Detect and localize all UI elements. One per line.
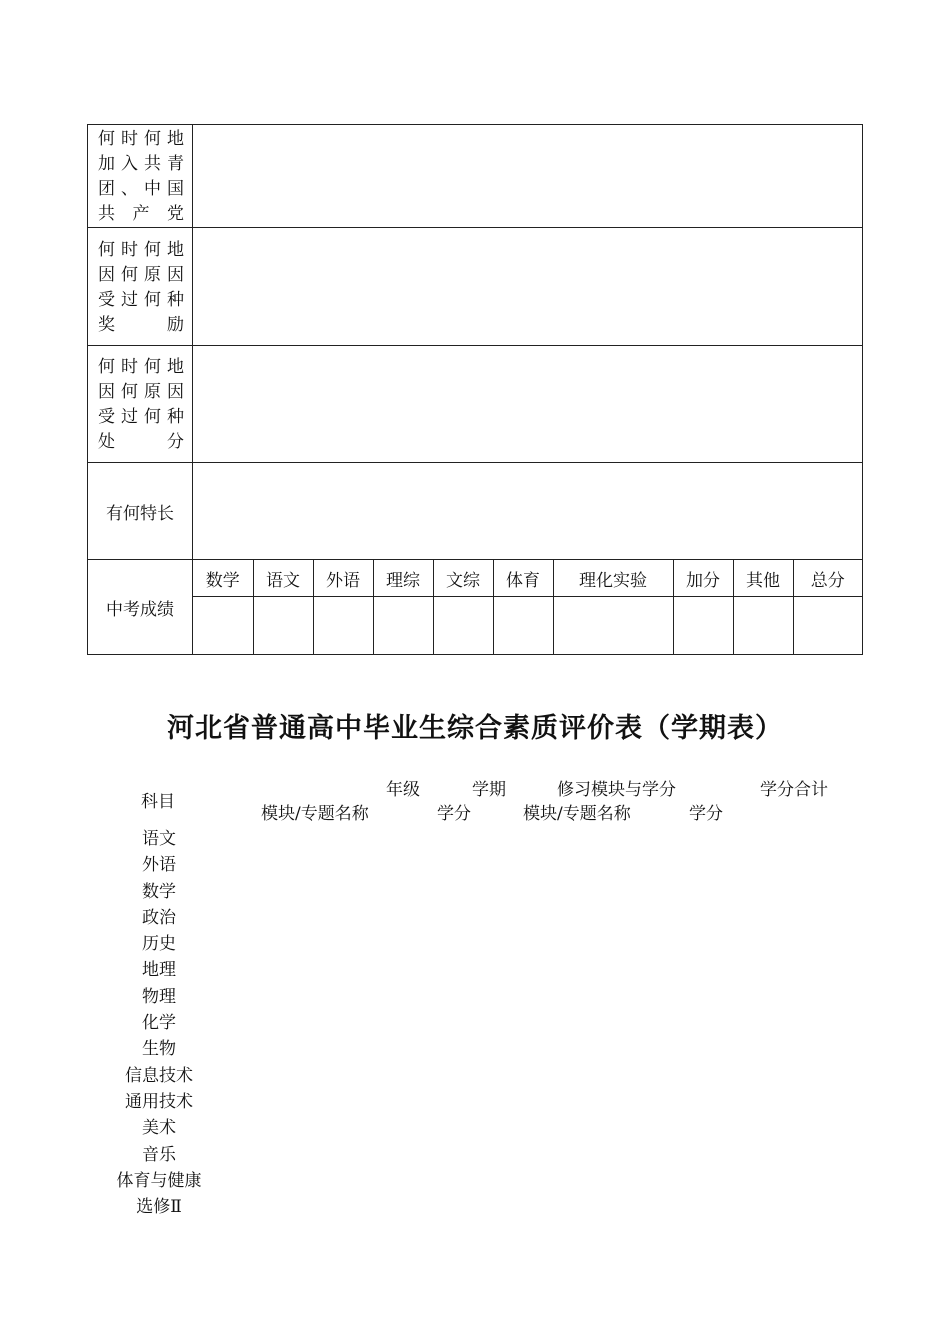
subject-item: 地理 xyxy=(142,960,176,981)
subject-item: 化学 xyxy=(142,1013,176,1034)
exam-scores-table xyxy=(193,560,862,654)
header-modules-credits: 修习模块与学分 xyxy=(557,780,676,800)
exam-col-lab: 理化实验 xyxy=(553,560,673,597)
specialty-label: 有何特长 xyxy=(88,463,193,560)
subject-item: 政治 xyxy=(142,907,176,928)
punishments-label: 何时何地 因何原因 受过何种 处 分 xyxy=(98,357,184,452)
exam-col-other: 其他 xyxy=(733,560,793,597)
subject-item: 外语 xyxy=(142,855,176,876)
exam-val-pe[interactable] xyxy=(493,597,553,655)
exam-val-humanities[interactable] xyxy=(433,597,493,655)
cyl-join-value[interactable] xyxy=(193,125,863,228)
subject-item: 通用技术 xyxy=(125,1091,193,1112)
exam-col-math: 数学 xyxy=(193,560,253,597)
exam-val-bonus[interactable] xyxy=(673,597,733,655)
cyl-join-label-cell xyxy=(88,125,193,228)
awards-label-cell xyxy=(88,228,193,346)
exam-val-chinese[interactable] xyxy=(253,597,313,655)
exam-col-pe: 体育 xyxy=(493,560,553,597)
header-grade: 年级 xyxy=(386,780,420,800)
header-credit-total: 学分合计 xyxy=(760,780,828,800)
subject-item: 物理 xyxy=(142,986,176,1007)
exam-val-foreign-language[interactable] xyxy=(313,597,373,655)
subject-item: 体育与健康 xyxy=(116,1170,202,1191)
specialty-value[interactable] xyxy=(193,463,863,560)
subject-item: 美术 xyxy=(142,1118,176,1139)
exam-val-total[interactable] xyxy=(793,597,862,655)
subject-item: 历史 xyxy=(142,934,176,955)
exam-val-other[interactable] xyxy=(733,597,793,655)
header-credit-2: 学分 xyxy=(689,804,723,824)
exam-col-science: 理综 xyxy=(373,560,433,597)
subject-item: 数学 xyxy=(142,881,176,902)
student-info-table xyxy=(87,124,863,655)
header-module-name-2: 模块/专题名称 xyxy=(523,804,631,824)
header-module-name-1: 模块/专题名称 xyxy=(261,804,369,824)
exam-val-lab[interactable] xyxy=(553,597,673,655)
exam-col-chinese: 语文 xyxy=(253,560,313,597)
subject-item: 音乐 xyxy=(142,1144,176,1165)
subject-item: 选修Ⅱ xyxy=(136,1197,182,1218)
subject-list xyxy=(100,826,218,1220)
exam-col-humanities: 文综 xyxy=(433,560,493,597)
header-subject: 科目 xyxy=(141,792,175,812)
subject-item: 语文 xyxy=(142,829,176,849)
header-term: 学期 xyxy=(472,780,506,800)
punishments-value[interactable] xyxy=(193,346,863,463)
header-credit-1: 学分 xyxy=(437,804,471,824)
exam-scores-cell xyxy=(193,560,863,655)
exam-col-foreign-language: 外语 xyxy=(313,560,373,597)
awards-value[interactable] xyxy=(193,228,863,346)
exam-val-science[interactable] xyxy=(373,597,433,655)
exam-val-math[interactable] xyxy=(193,597,253,655)
semester-table-title: 河北省普通高中毕业生综合素质评价表（学期表） xyxy=(167,713,783,744)
subject-item: 信息技术 xyxy=(125,1065,193,1086)
subject-item: 生物 xyxy=(142,1039,176,1060)
awards-label: 何时何地 因何原因 受过何种 奖 励 xyxy=(98,239,184,335)
exam-col-bonus: 加分 xyxy=(673,560,733,597)
exam-col-total: 总分 xyxy=(793,560,862,597)
cyl-join-label: 何时何地 加入共青 团、中国 共 产 党 xyxy=(98,129,184,224)
punishments-label-cell xyxy=(88,346,193,463)
exam-label: 中考成绩 xyxy=(88,560,193,655)
